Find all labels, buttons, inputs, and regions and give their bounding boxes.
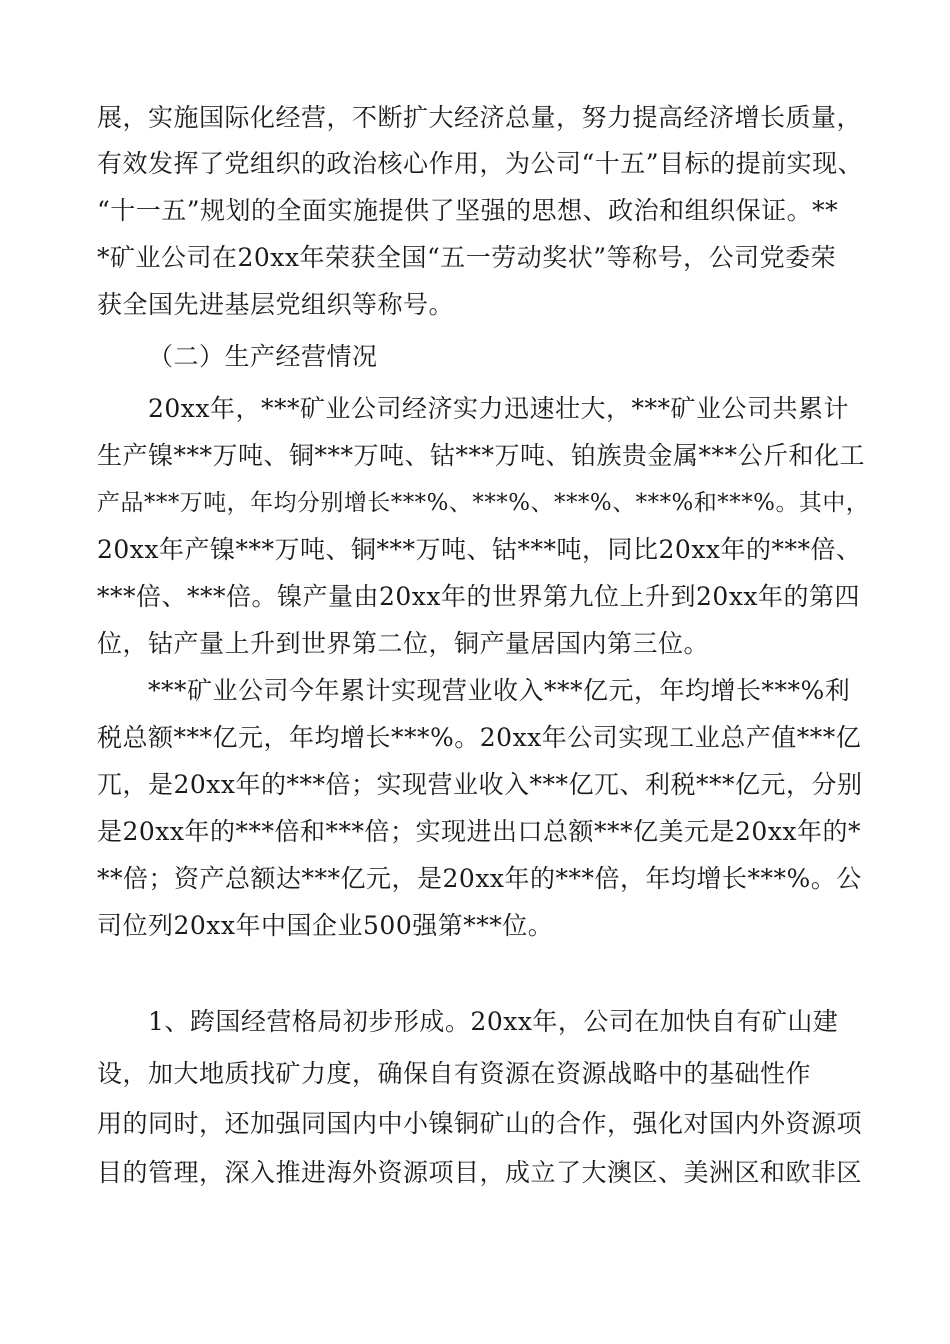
text-line: 生产镍***万吨、铜***万吨、钴***万吨、铂族贵金属***公斤和化工: [97, 441, 866, 470]
text-line: 目的管理，深入推进海外资源项目，成立了大澳区、美洲区和欧非区: [97, 1158, 863, 1187]
text-line: 兀，是20xx年的***倍；实现营业收入***亿兀、利税***亿元，分别: [97, 770, 863, 799]
text-line: 税总额***亿元，年均增长***%。20xx年公司实现工业总产值***亿: [97, 723, 862, 752]
text-line: 1、跨国经营格局初步形成。20xx年，公司在加快自有矿山建: [148, 1007, 839, 1036]
text-line: 用的同时，还加强同国内中小镍铜矿山的合作，强化对国内外资源项: [97, 1109, 863, 1138]
text-line: 司位列20xx年中国企业500强第***位。: [97, 911, 554, 940]
text-line: 有效发挥了党组织的政治核心作用，为公司“十五”目标的提前实现、: [97, 149, 864, 178]
text-line: ***矿业公司今年累计实现营业收入***亿元，年均增长***%利: [148, 676, 851, 705]
text-line: 设，加大地质找矿力度，确保自有资源在资源战略中的基础性作: [97, 1059, 812, 1088]
section-heading: （二）生产经营情况: [148, 342, 378, 371]
text-line: **倍；资产总额达***亿元，是20xx年的***倍，年均增长***%。公: [97, 864, 862, 893]
text-line: *矿业公司在20xx年荣获全国“五一劳动奖状”等称号，公司党委荣: [97, 243, 837, 272]
text-line: 20xx年产镍***万吨、铜***万吨、钴***吨，同比20xx年的***倍、: [97, 535, 862, 564]
text-line: 产品***万吨，年均分别增长***%、***%、***%、***%和***%。其中，: [97, 490, 870, 516]
text-line: 20xx年，***矿业公司经济实力迅速壮大，***矿业公司共累计: [148, 394, 850, 423]
text-line: ***倍、***倍。镍产量由20xx年的世界第九位上升到20xx年的第四: [97, 582, 861, 611]
text-line: 展，实施国际化经营，不断扩大经济总量，努力提高经济增长质量，: [97, 103, 863, 132]
text-line: 获全国先进基层党组织等称号。: [97, 290, 455, 319]
text-line: 位，钴产量上升到世界第二位，铜产量居国内第三位。: [97, 629, 710, 658]
text-line: 是20xx年的***倍和***倍；实现进出口总额***亿美元是20xx年的*: [97, 817, 862, 846]
text-line: “十一五”规划的全面实施提供了坚强的思想、政治和组织保证。**: [97, 196, 839, 225]
